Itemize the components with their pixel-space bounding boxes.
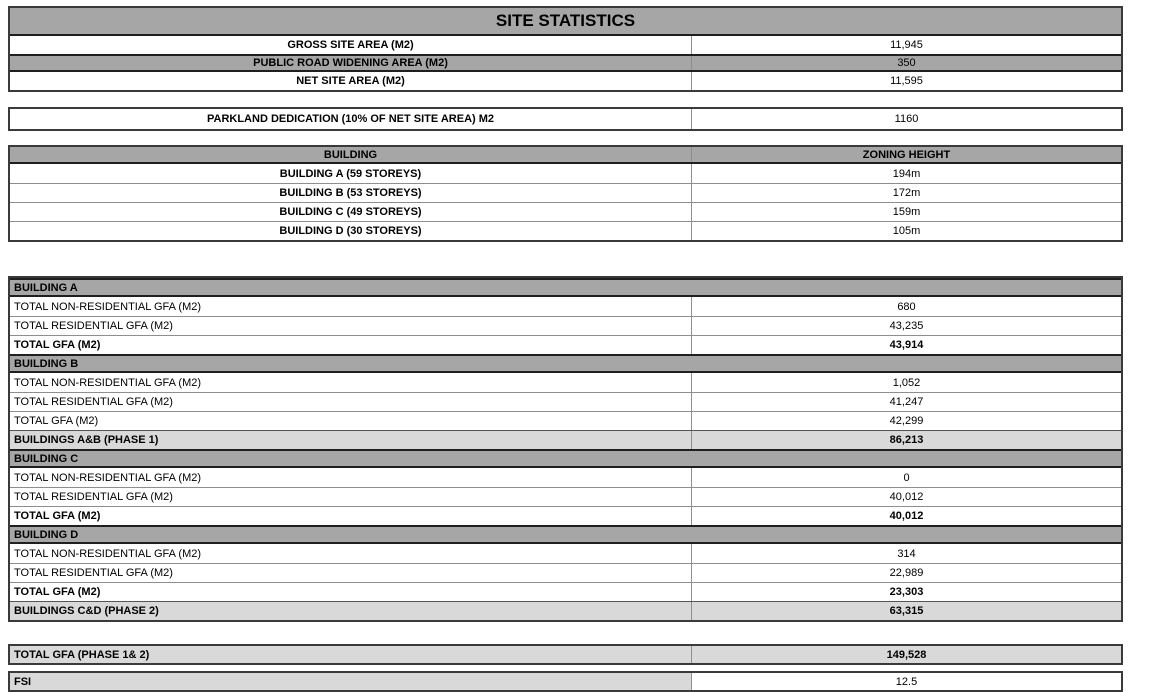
row-label: TOTAL GFA (PHASE 1& 2) [14,648,150,661]
row-label: BUILDING C (49 STOREYS) [279,206,422,218]
row-label: TOTAL RESIDENTIAL GFA (M2) [14,567,173,579]
row-label: TOTAL GFA (M2) [14,339,101,351]
row-label: BUILDING A (59 STOREYS) [279,167,422,180]
table-row [10,487,1121,506]
building-gfa-table [8,276,1123,622]
table-row [10,468,1121,487]
row-value: 43,914 [691,336,1121,354]
row-label: BUILDING B [14,357,79,370]
row-value: 149,528 [691,646,1121,663]
table-header-row [10,147,1121,164]
site-statistics-title: SITE STATISTICS [10,8,1121,36]
row-value: 194m [691,164,1121,183]
table-row [10,183,1121,202]
table-row [10,164,1121,183]
site-statistics-rows [10,36,1121,90]
row-value: 0 [691,468,1121,487]
row-value: 314 [691,544,1121,563]
row-label: FSI [10,673,691,690]
table-row [10,316,1121,335]
row-value: 1,052 [691,373,1121,392]
table-row [10,278,1121,297]
row-label: GROSS SITE AREA (M2) [287,39,414,51]
table-row [10,544,1121,563]
table-row [10,72,1121,90]
row-label: BUILDING D [14,528,79,541]
row-value: 63,315 [691,602,1121,620]
row-label: TOTAL RESIDENTIAL GFA (M2) [14,396,173,408]
row-value: 86,213 [691,431,1121,449]
row-value: 105m [691,222,1121,240]
table-row [10,430,1121,449]
row-label: PARKLAND DEDICATION (10% OF NET SITE AREA) M2 [206,113,495,125]
row-value: 42,299 [691,412,1121,430]
row-label: TOTAL GFA (M2) [14,510,101,522]
row-value [691,527,1121,542]
building-gfa-rows [10,278,1121,620]
table-row [10,36,1121,54]
table-row [10,525,1121,544]
row-value: 22,989 [691,564,1121,582]
row-value [691,280,1121,295]
table-row [10,221,1121,240]
table-row [10,297,1121,316]
site-statistics-table [8,6,1123,92]
row-label: TOTAL RESIDENTIAL GFA (M2) [14,320,173,332]
row-label: TOTAL NON-RESIDENTIAL GFA (M2) [14,376,202,389]
table-row [10,646,1121,663]
table-row [10,335,1121,354]
row-label: TOTAL GFA (M2) [14,415,99,427]
row-label: PUBLIC ROAD WIDENING AREA (M2) [253,57,448,69]
row-label: TOTAL NON-RESIDENTIAL GFA (M2) [14,300,202,313]
table-row [10,392,1121,411]
table-row [10,373,1121,392]
table-row [10,202,1121,221]
row-value: 680 [691,297,1121,316]
row-value: 41,247 [691,393,1121,411]
row-value: 23,303 [691,583,1121,601]
row-label: TOTAL NON-RESIDENTIAL GFA (M2) [14,547,202,560]
row-label: BUILDING C [14,452,79,465]
row-label: NET SITE AREA (M2) [296,75,405,87]
table-row [10,506,1121,525]
row-value: 43,235 [691,317,1121,335]
table-row [10,354,1121,373]
row-label: TOTAL RESIDENTIAL GFA (M2) [14,491,173,503]
table-row [10,601,1121,620]
table-row [10,449,1121,468]
table-row [10,54,1121,72]
row-value: 1160 [691,109,1121,129]
column-header-building: BUILDING [323,148,378,161]
total-gfa-table [8,644,1123,665]
row-label: BUILDINGS A&B (PHASE 1) [14,434,159,446]
row-label: BUILDING D (30 STOREYS) [279,225,422,237]
table-row [10,411,1121,430]
table-row [10,563,1121,582]
row-label: BUILDING A [14,281,78,294]
table-row [10,673,1121,690]
row-value: 11,595 [691,72,1121,90]
row-value: 12.5 [691,673,1121,690]
row-value: 40,012 [691,488,1121,506]
row-value: 350 [691,56,1121,70]
zoning-height-rows [10,164,1121,240]
row-value: 11,945 [691,36,1121,54]
column-header-zoning-height: ZONING HEIGHT [691,147,1121,162]
row-value: 40,012 [691,507,1121,525]
row-label: TOTAL GFA (M2) [14,586,101,598]
row-value: 172m [691,184,1121,202]
parkland-dedication-table [8,107,1123,131]
row-label: TOTAL NON-RESIDENTIAL GFA (M2) [14,471,202,484]
row-value [691,356,1121,371]
row-label: BUILDING B (53 STOREYS) [279,187,422,199]
row-value: 159m [691,203,1121,221]
zoning-height-table [8,145,1123,242]
row-value [691,451,1121,466]
row-label: BUILDINGS C&D (PHASE 2) [14,605,159,617]
table-row [10,109,1121,129]
table-row [10,582,1121,601]
